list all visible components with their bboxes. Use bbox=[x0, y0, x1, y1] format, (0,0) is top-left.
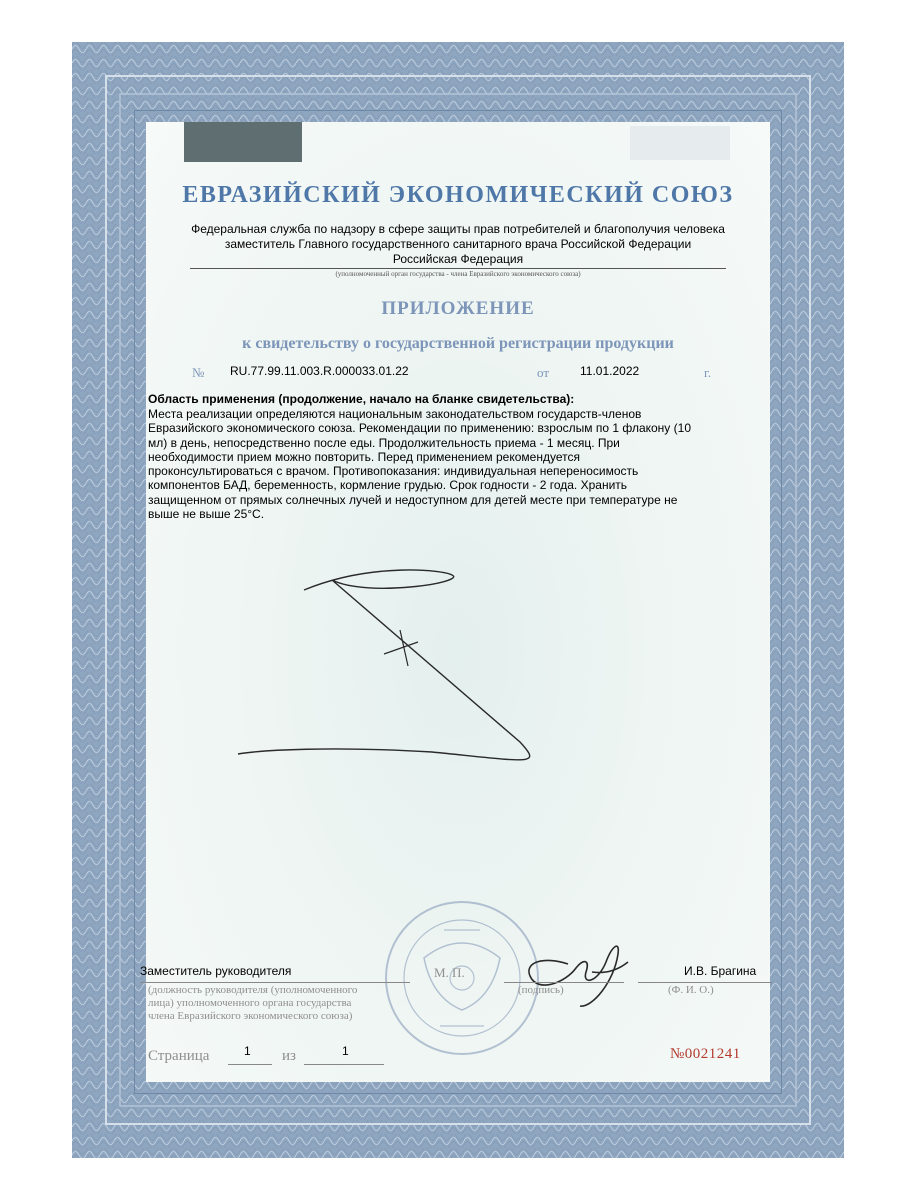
page-number: 1 bbox=[244, 1044, 251, 1058]
authority-line-3: Российская Федерация bbox=[392, 252, 524, 266]
scope-line: выше не выше 25°С. bbox=[148, 507, 265, 522]
appendix-subtitle: к свидетельству о государственной регистрации продукции bbox=[242, 335, 674, 352]
form-serial-number: №0021241 bbox=[670, 1046, 741, 1062]
page-label: Страница bbox=[148, 1048, 210, 1064]
scope-line: необходимости прием можно повторить. Перед применением рекомендуется bbox=[148, 449, 580, 464]
signatory-name: И.В. Брагина bbox=[684, 964, 757, 978]
scope-line: мл) в день, непосредственно после еды. Продолжительность приема - 1 месяц. При bbox=[148, 435, 620, 450]
registration-date: 11.01.2022 bbox=[580, 364, 640, 378]
date-label: от bbox=[537, 365, 550, 380]
scope-line: Евразийского экономического союза. Рекомендации по применению: взрослым по 1 флакону (10 bbox=[148, 421, 691, 436]
total-rule bbox=[304, 1064, 384, 1065]
authority-caption: (уполномоченный орган государства - члена Евразийского экономического союза) bbox=[335, 270, 581, 278]
signature-rule bbox=[504, 982, 624, 983]
position-value: Заместитель руководителя bbox=[140, 964, 292, 978]
registration-number: RU.77.99.11.003.R.000033.01.22 bbox=[230, 364, 409, 378]
name-rule bbox=[638, 982, 772, 983]
appendix-title: ПРИЛОЖЕНИЕ bbox=[381, 298, 535, 319]
scope-line: защищенном от прямых солнечных лучей и недоступном для детей месте при температуре не bbox=[148, 492, 678, 507]
scope-title: Область применения (продолжение, начало на бланке свидетельства): bbox=[148, 392, 575, 406]
authority-line-1: Федеральная служба по надзору в сфере защиты прав потребителей и благополучия человека bbox=[191, 222, 725, 236]
position-caption: (должность руководителя (уполномоченного лица) уполномоченного органа государства члена Евразийского экономического союза) bbox=[148, 984, 358, 1022]
page-rule bbox=[228, 1064, 272, 1065]
signature-caption: (подпись) bbox=[518, 984, 564, 996]
stamp-label: М. П. bbox=[434, 965, 465, 980]
name-caption: (Ф. И. О.) bbox=[668, 984, 714, 996]
scope-line: компонентов БАД, беременность, кормление грудью. Срок годности - 2 года. Хранить bbox=[148, 478, 628, 493]
authority-line-2: заместитель Главного государственного санитарного врача Российской Федерации bbox=[224, 237, 692, 251]
of-label: из bbox=[282, 1048, 296, 1064]
total-pages: 1 bbox=[342, 1044, 349, 1058]
number-label: № bbox=[192, 365, 205, 380]
scope-line: Места реализации определяются национальным законодательством государств-членов bbox=[148, 407, 642, 421]
position-rule bbox=[140, 982, 410, 983]
union-title: ЕВРАЗИЙСКИЙ ЭКОНОМИЧЕСКИЙ СОЮЗ bbox=[182, 182, 734, 208]
scope-line: проконсультироваться с врачом. Противопоказания: индивидуальная непереносимость bbox=[148, 464, 639, 479]
certificate-sheet bbox=[72, 42, 844, 1158]
year-suffix: г. bbox=[704, 365, 712, 380]
